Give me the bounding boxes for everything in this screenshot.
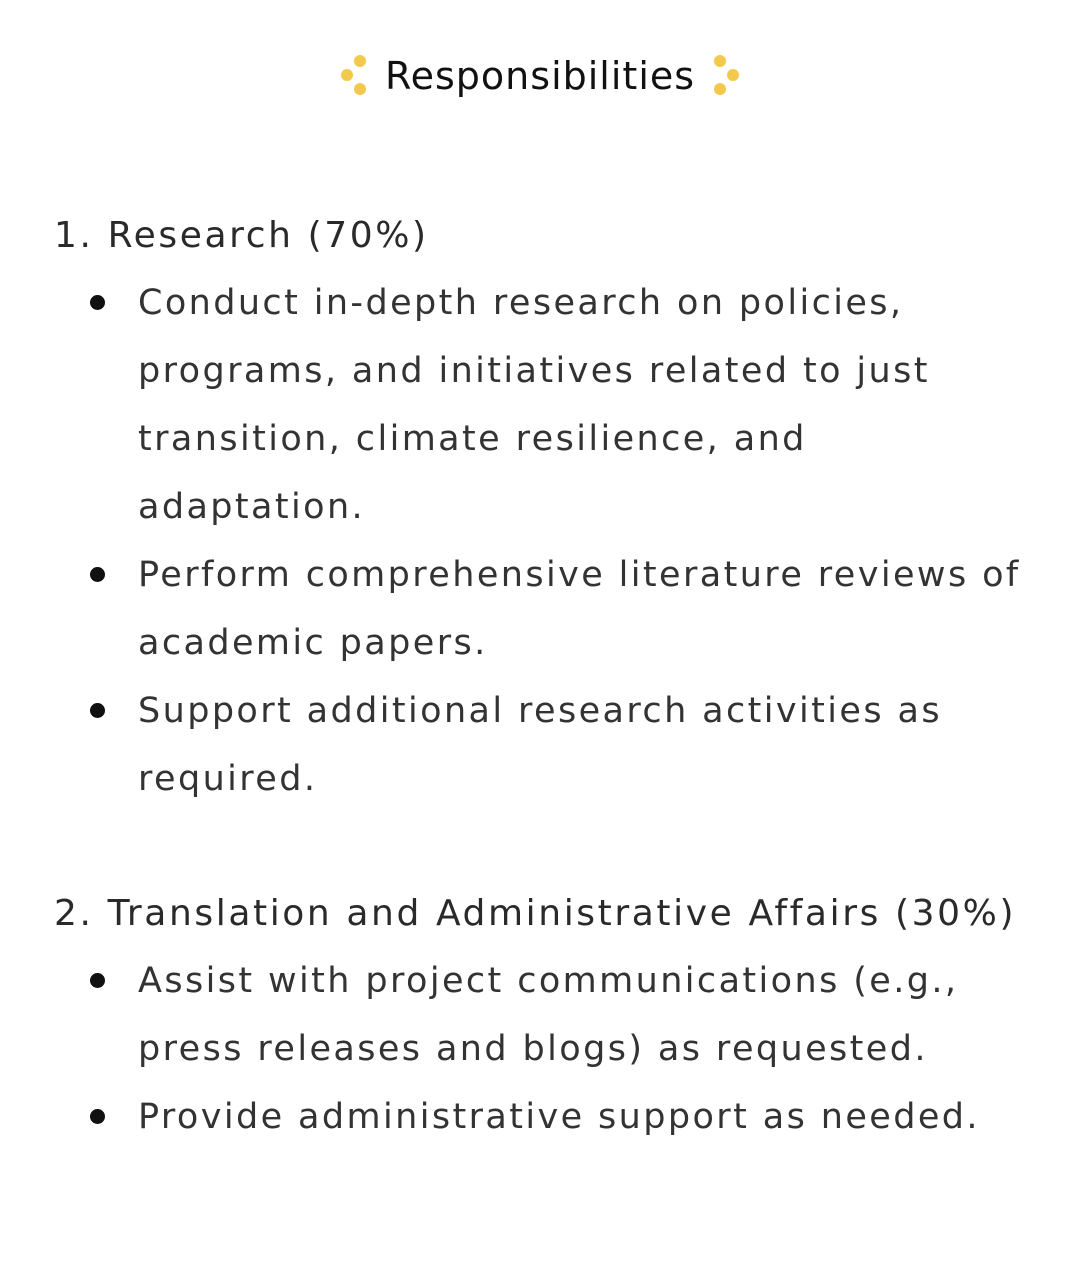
list-item-text: Conduct in-depth research on policies, programs, and initiatives related to just transition, climate resilience, and adaptation. (138, 283, 930, 527)
list-item (54, 541, 1044, 677)
bullet-list (54, 947, 1044, 1151)
section-research (54, 202, 1044, 813)
section-heading: 1. Research (70%) (54, 215, 429, 256)
bullet-icon (90, 973, 105, 988)
bullet-icon (90, 1109, 105, 1124)
section-translation-admin (54, 880, 1044, 1151)
bullet-icon (90, 295, 105, 310)
section-heading: 2. Translation and Administrative Affairs (30%) (54, 893, 1017, 934)
bullet-icon (90, 567, 105, 582)
bullet-list (54, 269, 1044, 813)
sparkle-dots-icon (339, 54, 371, 98)
bullet-icon (90, 703, 105, 718)
list-item (54, 269, 1044, 541)
list-item (54, 947, 1044, 1083)
list-item-text: Support additional research activities as required. (138, 691, 942, 799)
sparkle-dots-icon (709, 54, 741, 98)
list-item-text: Provide administrative support as needed. (138, 1097, 980, 1137)
list-item (54, 677, 1044, 813)
list-item-text: Assist with project communications (e.g., press releases and blogs) as requested. (138, 961, 959, 1069)
title-row (0, 46, 1080, 106)
list-item-text: Perform comprehensive literature reviews of academic papers. (138, 555, 1021, 663)
list-item (54, 1083, 1044, 1151)
page-title: Responsibilities (384, 54, 696, 98)
